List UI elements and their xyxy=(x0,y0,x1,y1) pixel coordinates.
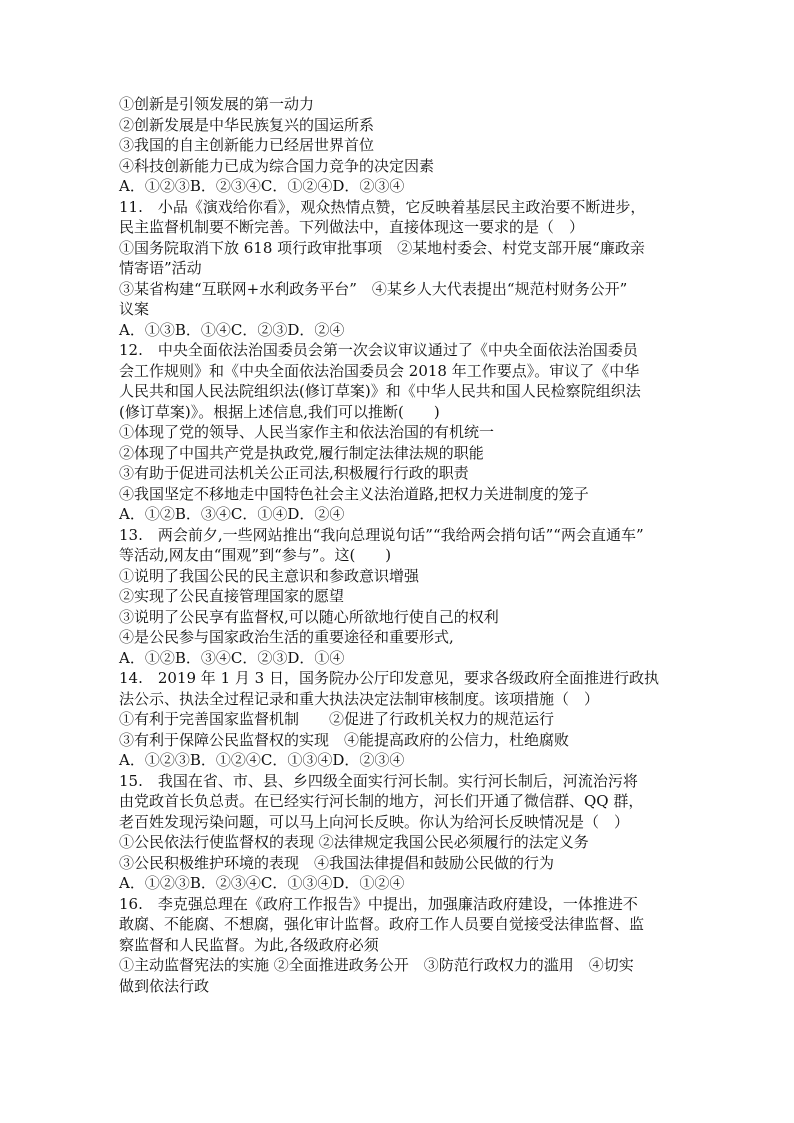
text-line: ④我国坚定不移地走中国特色社会主义法治道路,把权力关进制度的笼子 xyxy=(119,484,589,503)
text-line: 13. 两会前夕,一些网站推出“我向总理说句话”“我给两会捎句话”“两会直通车” xyxy=(119,525,644,544)
text-line: 察监督和人民监督。为此,各级政府必须 xyxy=(119,935,379,954)
text-line: 敢腐、不能腐、不想腐，强化审计监督。政府工作人员要自觉接受法律监督、监 xyxy=(119,915,645,933)
text-line: ①主动监督宪法的实施 ②全面推进政务公开 ③防范行政权力的滥用 ④切实 xyxy=(119,956,634,974)
text-line: A．①③B．①④C．②③D．②④ xyxy=(119,320,345,339)
text-line: 16. 李克强总理在《政府工作报告》中提出，加强廉洁政府建设，一体推进不 xyxy=(119,894,638,913)
text-line: ①体现了党的领导、人民当家作主和依法治国的有机统一 xyxy=(119,423,495,441)
text-line: ②创新发展是中华民族复兴的国运所系 xyxy=(119,115,375,134)
text-line: ①说明了我国公民的民主意识和参政意识增强 xyxy=(119,566,420,585)
text-line: 老百姓发现污染问题，可以马上向河长反映。你认为给河长反映情况是（ ） xyxy=(119,812,630,831)
text-line: A．①②B．③④C．②③D．①④ xyxy=(119,648,345,667)
text-line: ③公民积极维护环境的表现 ④我国法律提倡和鼓励公民做的行为 xyxy=(119,853,555,872)
text-line: 民主监督机制要不断完善。下列做法中，直接体现这一要求的是（ ） xyxy=(119,218,585,236)
text-line: ③说明了公民享有监督权,可以随心所欲地行使自己的权利 xyxy=(119,607,499,626)
text-line: A．①②③B．①②④C．①③④D．②③④ xyxy=(119,751,405,769)
text-line: 法公示、执法全过程记录和重大执法决定法制审核制度。该项措施（ ） xyxy=(119,689,600,708)
text-line: ①有利于完善国家监督机制 ②促进了行政机关权力的规范运行 xyxy=(119,710,555,728)
text-line: ③我国的自主创新能力已经居世界首位 xyxy=(119,136,375,154)
text-line: 14. 2019 年 1 月 3 日，国务院办公厅印发意见，要求各级政府全面推进行政执 xyxy=(119,669,659,687)
text-line: 等活动,网友由“围观”到“参与”。这( ) xyxy=(119,546,392,564)
text-line: A．①②③B．②③④C．①②④D．②③④ xyxy=(119,177,405,195)
text-line: 人民共和国人民法院组织法(修订草案)》和《中华人民共和国人民检察院组织法 xyxy=(119,382,641,400)
text-line: ③有助于促进司法机关公正司法,积极履行行政的职责 xyxy=(119,464,469,482)
text-line: A．①②B．③④C．①④D．②④ xyxy=(119,505,345,523)
text-line: (修订草案)》。根据上述信息,我们可以推断( ) xyxy=(119,402,440,421)
text-line: 会工作规则》和《中央全面依法治国委员会 2018 年工作要点》。审议了《中华 xyxy=(119,361,640,380)
text-line: 议案 xyxy=(119,300,150,318)
text-line: ③有利于保障公民监督权的实现 ④能提高政府的公信力，杜绝腐败 xyxy=(119,730,570,749)
text-line: ②体现了中国共产党是执政党,履行制定法律法规的职能 xyxy=(119,443,484,462)
text-line: ④科技创新能力已成为综合国力竞争的决定因素 xyxy=(119,156,435,175)
text-line: 做到依法行政 xyxy=(119,976,210,995)
text-line: A．①②③B．②③④C．①③④D．①②④ xyxy=(119,874,405,892)
text-line: 情寄语”活动 xyxy=(119,259,202,277)
text-line: 12. 中央全面依法治国委员会第一次会议审议通过了《中央全面依法治国委员 xyxy=(119,341,638,359)
text-line: ③某省构建“互联网+水利政务平台” ④某乡人大代表提出“规范村财务公开” xyxy=(119,279,628,298)
text-line: 由党政首长负总责。在已经实行河长制的地方，河长们开通了微信群、QQ 群， xyxy=(119,792,644,810)
text-line: 15. 我国在省、市、县、乡四级全面实行河长制。实行河长制后，河流治污将 xyxy=(119,771,638,790)
text-line: ②实现了公民直接管理国家的愿望 xyxy=(119,587,345,605)
text-line: ①公民依法行使监督权的表现 ②法律规定我国公民必须履行的法定义务 xyxy=(119,833,589,851)
text-line: 11. 小品《演戏给你看》，观众热情点赞，它反映着基层民主政治要不断进步， xyxy=(119,197,646,216)
text-line: ④是公民参与国家政治生活的重要途径和重要形式, xyxy=(119,628,454,646)
text-line: ①创新是引领发展的第一动力 xyxy=(119,95,315,113)
document-page xyxy=(119,94,679,996)
text-line: ①国务院取消下放 618 项行政审批事项 ②某地村委会、村党支部开展“廉政亲 xyxy=(119,238,645,257)
